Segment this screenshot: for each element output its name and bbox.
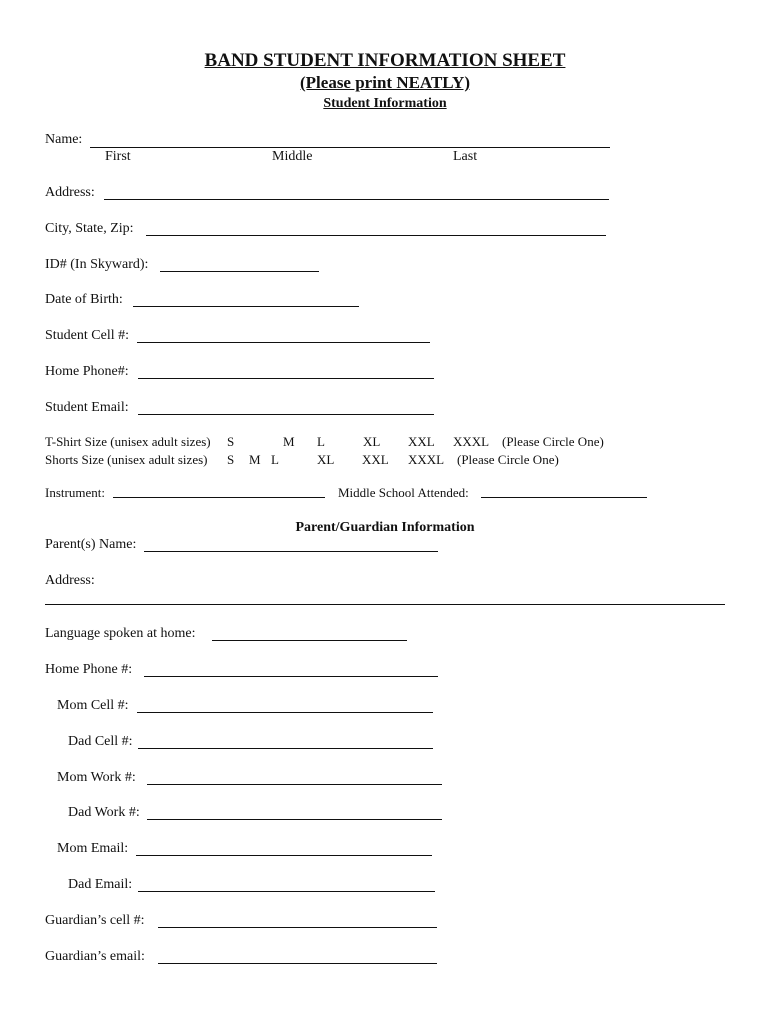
middle-school-field[interactable] xyxy=(481,497,647,498)
language-label: Language spoken at home: xyxy=(45,626,196,641)
parent-names-field[interactable] xyxy=(144,551,438,552)
address-label: Address: xyxy=(45,185,95,200)
city-state-zip-field[interactable] xyxy=(146,235,606,236)
dob-label: Date of Birth: xyxy=(45,292,123,307)
student-cell-label: Student Cell #: xyxy=(45,328,129,343)
mom-email-label: Mom Email: xyxy=(57,841,129,856)
page-subtitle: (Please print NEATLY) xyxy=(300,73,470,92)
student-email-label: Student Email: xyxy=(45,400,129,415)
home-phone-label: Home Phone#: xyxy=(45,364,129,379)
student-id-field[interactable] xyxy=(160,271,319,272)
tshirt-option-xxl[interactable]: XXL xyxy=(408,434,435,449)
shorts-option-s[interactable]: S xyxy=(227,452,235,467)
dad-email-label: Dad Email: xyxy=(68,877,133,892)
parent-names-label: Parent(s) Name: xyxy=(45,537,137,552)
dad-cell-field[interactable] xyxy=(138,748,433,749)
parent-address-field[interactable] xyxy=(45,604,725,605)
tshirt-note: (Please Circle One) xyxy=(502,434,604,449)
dad-work-field[interactable] xyxy=(147,819,442,820)
name-middle-caption: Middle xyxy=(272,149,313,164)
shorts-note: (Please Circle One) xyxy=(457,452,559,467)
home-phone-field[interactable] xyxy=(138,378,434,379)
guardian-email-label: Guardian’s email: xyxy=(45,949,145,964)
parent-address-label: Address: xyxy=(45,573,95,588)
language-field[interactable] xyxy=(212,640,407,641)
parent-home-phone-field[interactable] xyxy=(144,676,438,677)
tshirt-option-xl[interactable]: XL xyxy=(363,434,381,449)
mom-work-field[interactable] xyxy=(147,784,442,785)
guardian-cell-label: Guardian’s cell #: xyxy=(45,913,145,928)
name-first-caption: First xyxy=(105,149,131,164)
tshirt-option-xxxl[interactable]: XXXL xyxy=(453,434,490,449)
shorts-option-xl[interactable]: XL xyxy=(317,452,335,467)
dad-cell-label: Dad Cell #: xyxy=(68,734,133,749)
shorts-size-label: Shorts Size (unisex adult sizes) xyxy=(45,452,208,467)
mom-email-field[interactable] xyxy=(136,855,432,856)
name-field[interactable] xyxy=(90,147,610,148)
shorts-option-xxxl[interactable]: XXXL xyxy=(408,452,445,467)
mom-cell-label: Mom Cell #: xyxy=(57,698,129,713)
shorts-option-m[interactable]: M xyxy=(249,452,261,467)
tshirt-option-m[interactable]: M xyxy=(283,434,295,449)
student-email-field[interactable] xyxy=(138,414,434,415)
middle-school-label: Middle School Attended: xyxy=(338,485,469,500)
dob-field[interactable] xyxy=(133,306,359,307)
name-label: Name: xyxy=(45,132,83,147)
dad-email-field[interactable] xyxy=(138,891,435,892)
mom-cell-field[interactable] xyxy=(137,712,433,713)
address-field[interactable] xyxy=(104,199,609,200)
name-last-caption: Last xyxy=(453,149,478,164)
mom-work-label: Mom Work #: xyxy=(57,770,136,785)
tshirt-option-s[interactable]: S xyxy=(227,434,235,449)
dad-work-label: Dad Work #: xyxy=(68,805,140,820)
shorts-option-xxl[interactable]: XXL xyxy=(362,452,389,467)
guardian-email-field[interactable] xyxy=(158,963,437,964)
student-cell-field[interactable] xyxy=(137,342,430,343)
section-heading-parent: Parent/Guardian Information xyxy=(295,520,475,535)
guardian-cell-field[interactable] xyxy=(158,927,437,928)
instrument-label: Instrument: xyxy=(45,485,105,500)
parent-home-phone-label: Home Phone #: xyxy=(45,662,133,677)
instrument-field[interactable] xyxy=(113,497,325,498)
shorts-option-l[interactable]: L xyxy=(271,452,279,467)
page-title: BAND STUDENT INFORMATION SHEET xyxy=(204,50,566,71)
tshirt-option-l[interactable]: L xyxy=(317,434,325,449)
student-id-label: ID# (In Skyward): xyxy=(45,257,149,272)
city-state-zip-label: City, State, Zip: xyxy=(45,221,134,236)
section-heading-student: Student Information xyxy=(323,96,447,111)
tshirt-size-label: T-Shirt Size (unisex adult sizes) xyxy=(45,434,211,449)
